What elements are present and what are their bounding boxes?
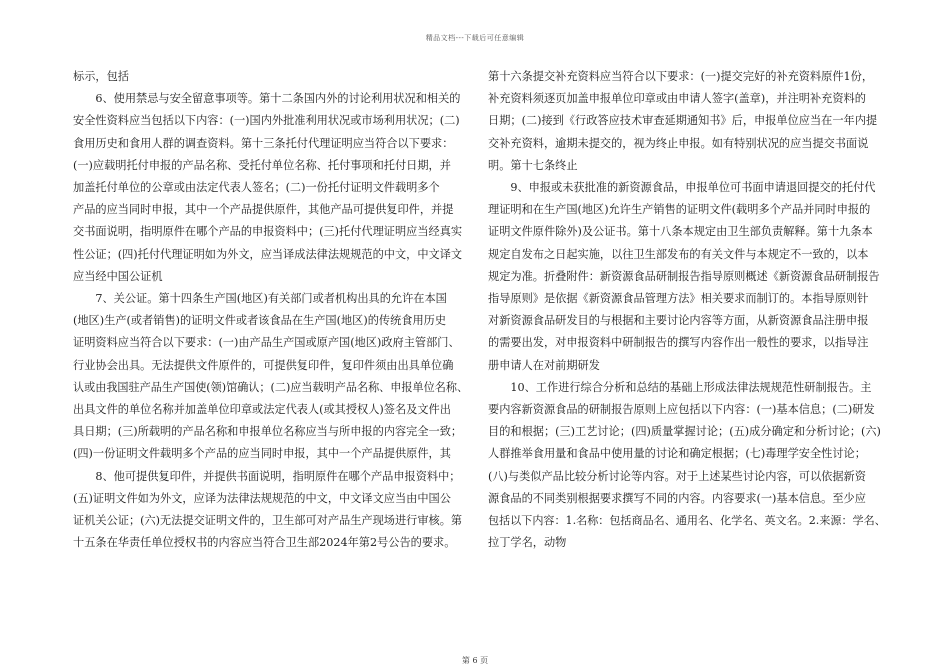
text-line: 9、申报或未获批准的新资源食品，申报单位可书面申请退回提交的托付代 — [488, 181, 876, 195]
text-line: (一)应载明托付申报的产品名称、受托付单位名称、托付事项和托付日期，并 — [73, 158, 451, 172]
text-line: (五)证明文件如为外文，应译为法律法规规范的中文，中文译文应当由中国公 — [73, 491, 451, 505]
text-line: 日期；(二)接到《行政答应技术审查延期通知书》后，申报单位应当在一年内提 — [488, 114, 878, 128]
text-line: 指导原则》是依据《新资源食品管理方法》相关要求而制订的。本指导原则针 — [488, 292, 869, 306]
text-line: 补充资料须逐页加盖申报单位印章或由申请人签字(盖章)，并注明补充资料的 — [488, 92, 866, 106]
text-line: 理证明和在生产国(地区)允许生产销售的证明文件(载明多个产品并同时申报的 — [488, 203, 871, 217]
text-line: 认或由我国驻产品生产国使(领)馆确认；(二)应当载明产品名称、申报单位名称、 — [73, 380, 469, 394]
page-number: 第 6 页 — [461, 656, 489, 665]
text-line: 证机关公证；(六)无法提交证明文件的，卫生部可对产品生产现场进行审核。第 — [73, 514, 463, 528]
text-line: 人群推举食用量和食品中使用量的讨论和确定根据；(七)毒理学安全性讨论； — [488, 447, 866, 461]
left-column — [73, 66, 470, 554]
text-line: 安全性资料应当包括以下内容：(一)国内外批准利用状况或市场利用状况；(二) — [73, 114, 460, 128]
right-column — [488, 66, 888, 554]
text-line: 对新资源食品研发目的与根据和主要讨论内容等方面，从新资源食品注册申报 — [488, 314, 869, 328]
text-line: 第十六条提交补充资料应当符合以下要求：(一)提交完好的补充资料原件1份， — [488, 70, 874, 83]
text-line: 的需要出发，对申报资料中研制报告的撰写内容作出一般性的要求，以指导注 — [488, 336, 869, 350]
text-line: (四)一份证明文件载明多个产品的应当同时申报，其中一个产品提供原件，其 — [73, 447, 451, 461]
text-line: 十五条在华责任单位授权书的内容应当符合卫生部2024年第2号公告的要求。 — [73, 536, 456, 550]
text-line: 7、关公证。第十四条生产国(地区)有关部门或者机构出具的允许在本国 — [73, 292, 447, 306]
page-header: 精品文档---下载后可任意编辑 — [425, 34, 525, 42]
text-line: 明。第十七条终止 — [488, 158, 578, 172]
text-line: 规定自发布之日起实施，以往卫生部发布的有关文件与本规定不一致的，以本 — [488, 247, 869, 261]
text-line: 包括以下内容：1.名称：包括商品名、通用名、化学名、英文名。2.来源：学名、 — [488, 514, 886, 528]
text-line: 加盖托付单位的公章或由法定代表人签名；(二)一份托付证明文件载明多个 — [73, 181, 440, 195]
text-line: 源食品的不同类别根据要求撰写不同的内容。内容要求(一)基本信息。至少应 — [488, 491, 866, 505]
text-line: (八)与类似产品比较分析讨论等内容。对于上述某些讨论内容，可以依据新资 — [488, 469, 866, 483]
text-line: 食用历史和食用人群的调查资料。第十三条托付代理证明应当符合以下要求： — [73, 136, 454, 150]
text-line: 8、他可提供复印件，并提供书面说明，指明原件在哪个产品申报资料中； — [73, 469, 461, 483]
text-line: 册申请人在对前期研发 — [488, 358, 600, 372]
text-line: 要内容新资源食品的研制报告原则上应包括以下内容：(一)基本信息；(二)研发 — [488, 403, 875, 417]
text-line: 10、工作进行综合分析和总结的基础上形成法律法规规范性研制报告。主 — [488, 380, 872, 394]
text-line: 应当经中国公证机 — [73, 269, 163, 283]
text-line: 证明文件原件除外)及公证书。第十八条本规定由卫生部负责解释。第十九条本 — [488, 225, 873, 239]
text-line: 6、使用禁忌与安全留意事项等。第十二条国内外的讨论利用状况和相关的 — [73, 92, 461, 106]
text-line: 目的和根据；(三)工艺讨论；(四)质量掌握讨论；(五)成分确定和分析讨论；(六) — [488, 425, 881, 439]
text-line: 证明资料应当符合以下要求：(一)由产品生产国或原产国(地区)政府主管部门、 — [73, 336, 460, 350]
text-line: 行业协会出具。无法提供文件原件的，可提供复印件，复印件须由出具单位确 — [73, 358, 454, 372]
text-line: 产品的应当同时申报，其中一个产品提供原件，其他产品可提供复印件，并提 — [73, 203, 454, 217]
text-line: 交补充资料，逾期未提交的，视为终止申报。如有特别状况的应当提交书面说 — [488, 136, 869, 150]
text-line: 具日期；(三)所载明的产品名称和申报单位名称应当与所申报的内容完全一致； — [73, 425, 463, 439]
text-line: 性公证；(四)托付代理证明如为外文，应当译成法律法规规范的中文，中文译文 — [73, 247, 463, 261]
text-line: 拉丁学名，动物 — [488, 536, 567, 550]
text-line: 标示，包括 — [73, 70, 129, 83]
text-line: 出具文件的单位名称并加盖单位印章或法定代表人(或其授权人)签名及文件出 — [73, 403, 451, 417]
text-line: 交书面说明，指明原件在哪个产品的申报资料中；(三)托付代理证明应当经真实 — [73, 225, 463, 239]
text-line: (地区)生产(或者销售)的证明文件或者该食品在生产国(地区)的传统食用历史 — [73, 314, 447, 328]
text-line: 规定为准。折叠附件：新资源食品研制报告指导原则概述《新资源食品研制报告 — [488, 269, 880, 283]
